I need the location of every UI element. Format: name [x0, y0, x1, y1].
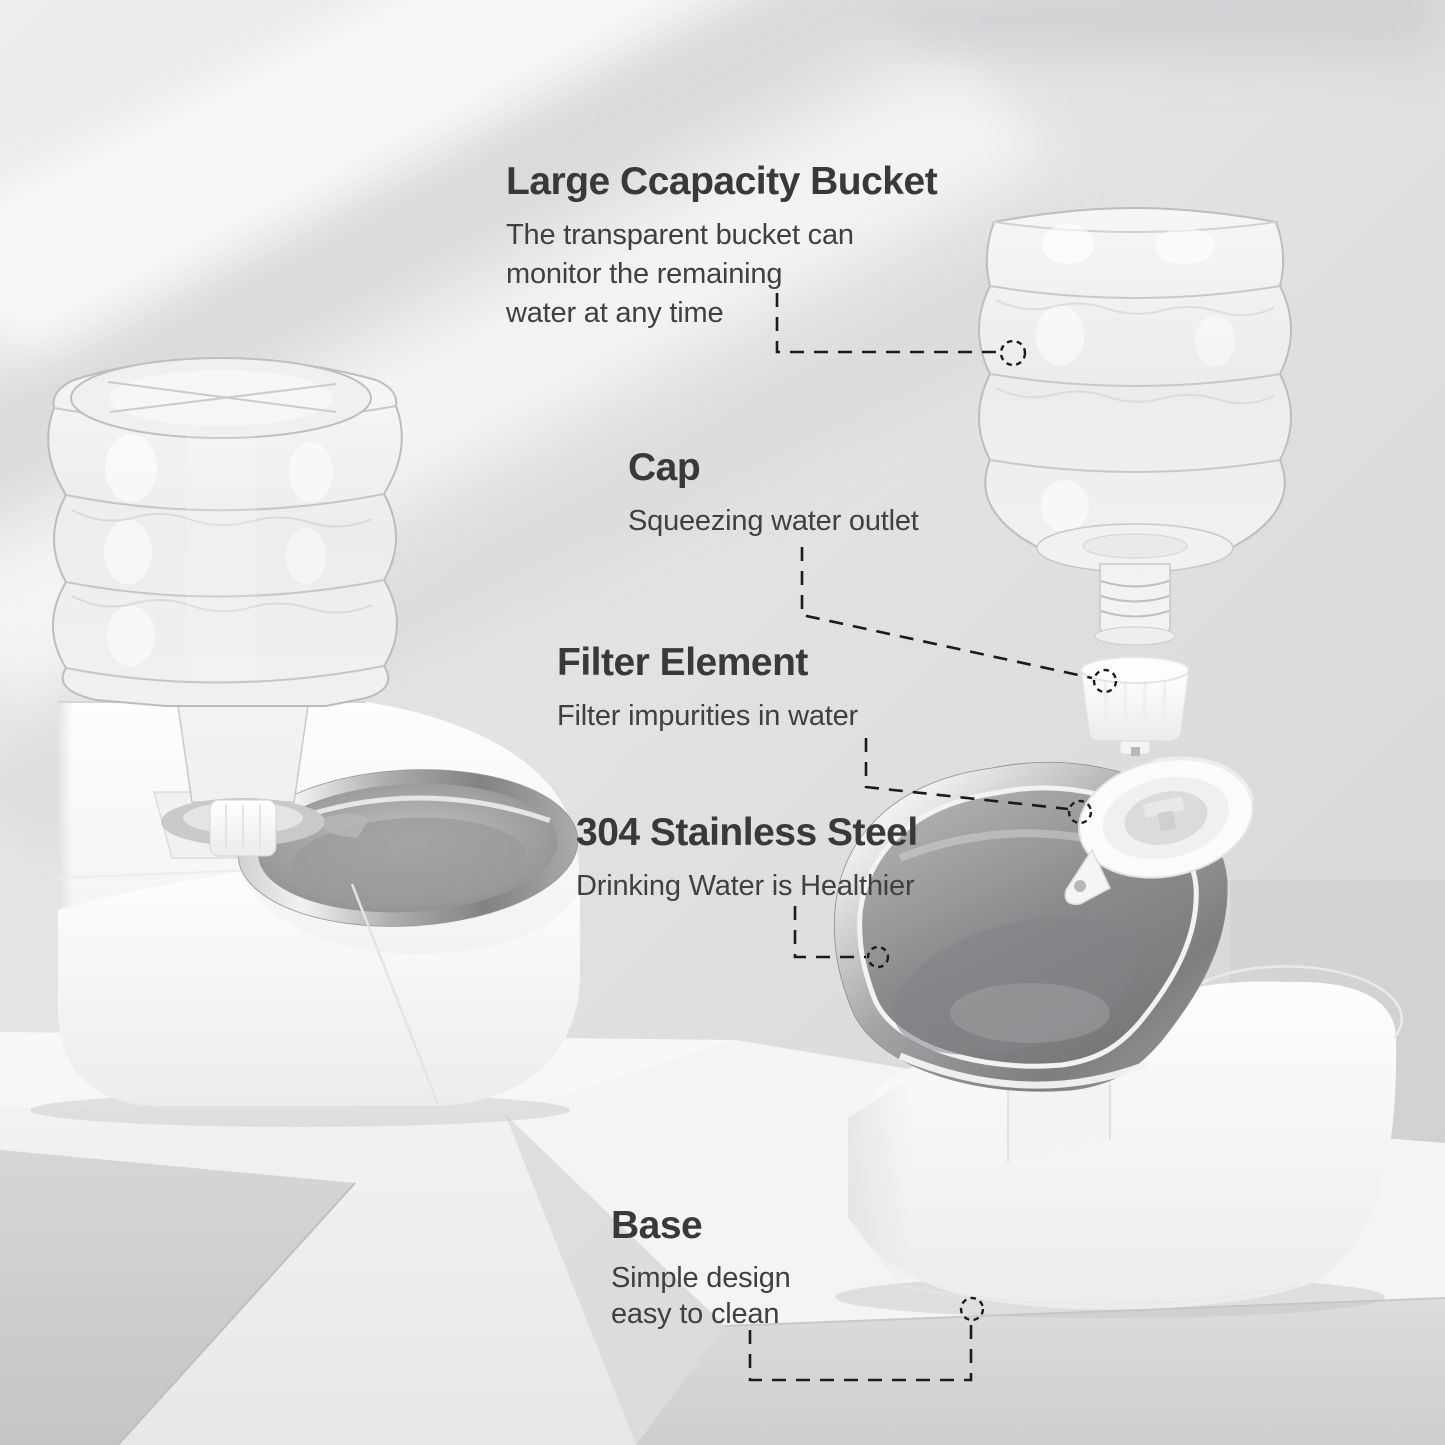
- annotation-base-title: Base: [611, 1204, 703, 1247]
- annotation-base: [611, 1205, 791, 1332]
- annotation-steel-title: 304 Stainless Steel: [576, 811, 918, 854]
- annotation-filter: [557, 642, 858, 736]
- annotation-bucket-title: Large Ccapacity Bucket: [506, 160, 938, 203]
- annotation-steel: [576, 812, 918, 906]
- annotation-bucket-desc-line: monitor the remaining: [506, 258, 783, 290]
- callout-circle-bucket: [1001, 341, 1025, 365]
- callout-circle-base: [961, 1298, 983, 1320]
- callout-circle-steel: [868, 947, 888, 967]
- callout-line-steel: [795, 906, 866, 957]
- annotation-filter-title: Filter Element: [557, 641, 808, 684]
- annotation-base-desc-line: easy to clean: [611, 1298, 780, 1330]
- annotation-bucket: [506, 161, 937, 333]
- annotation-filter-desc-line: Filter impurities in water: [557, 700, 858, 732]
- annotation-bucket-desc-line: The transparent bucket can: [506, 219, 854, 251]
- annotation-bucket-desc-line: water at any time: [506, 297, 724, 329]
- annotation-cap: [628, 447, 919, 541]
- annotation-base-desc-line: Simple design: [611, 1262, 791, 1294]
- callout-line-filter: [866, 738, 1068, 809]
- annotation-cap-desc-line: Squeezing water outlet: [628, 505, 919, 537]
- annotation-cap-title: Cap: [628, 446, 701, 489]
- callout-circle-filter: [1069, 801, 1091, 823]
- callout-circle-cap: [1094, 670, 1116, 692]
- annotation-steel-desc-line: Drinking Water is Healthier: [576, 870, 915, 902]
